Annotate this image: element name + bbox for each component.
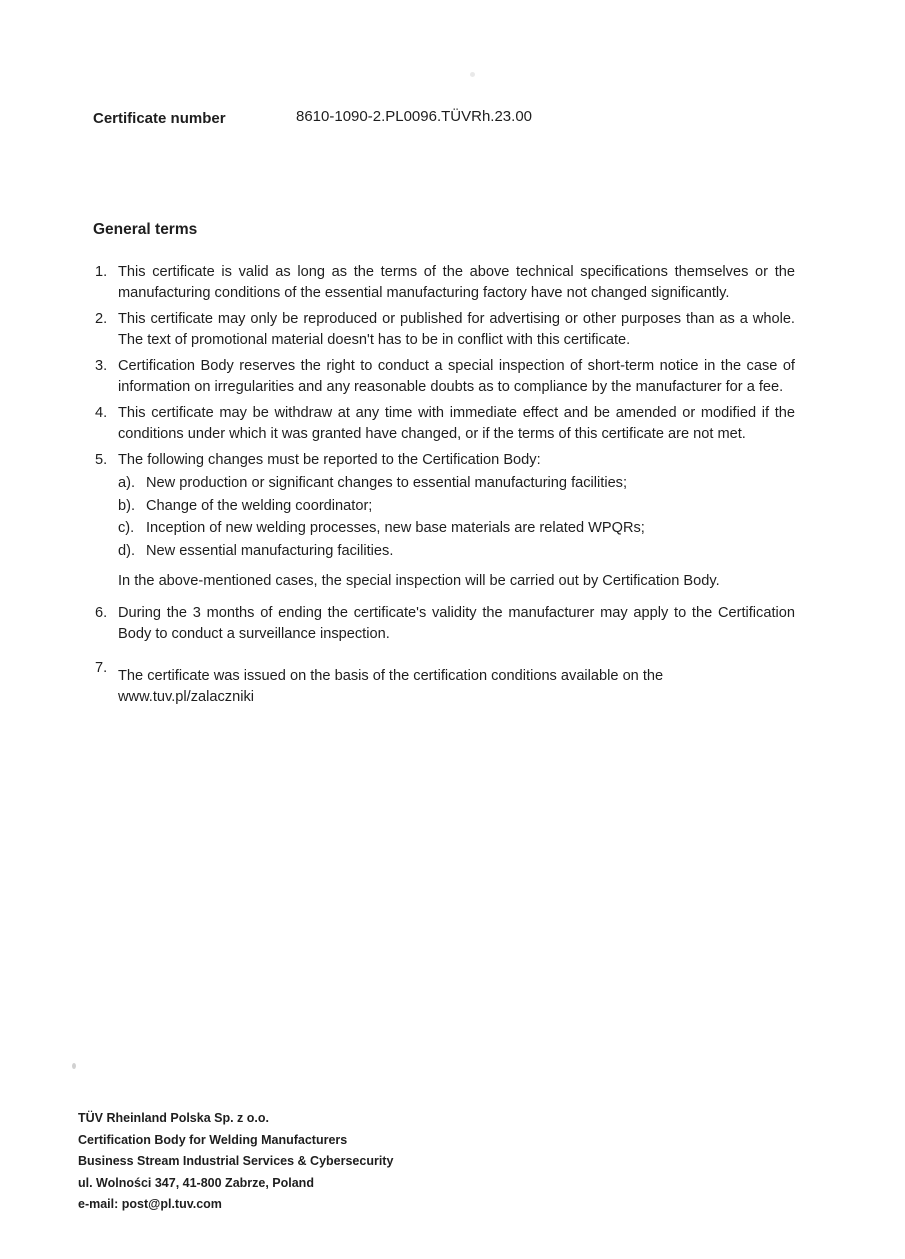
term-item-3 — [95, 356, 795, 398]
term-text: Certification Body reserves the right to conduct a special inspection of short-term notice in the case of information on irregularities and any reasonable doubts as to compliance by the manufacturer for a fee. — [118, 358, 795, 395]
scan-artifact-speck-left — [72, 1063, 76, 1069]
term-text: This certificate is valid as long as the terms of the above technical specifications themselves or the manufacturing conditions of the essential manufacturing factory have not changed significantly. — [118, 264, 795, 301]
term-text: The certificate was issued on the basis of the certification conditions available on the www.tuv.pl/zalaczniki — [118, 667, 664, 705]
subitem-letter: a). — [118, 475, 136, 491]
term-5-subitem-a — [118, 473, 795, 494]
term-text: During the 3 months of ending the certificate's validity the manufacturer may apply to the Certification Body to conduct a surveillance inspection. — [118, 604, 795, 642]
footer-address: ul. Wolności 347, 41-800 Zabrze, Poland — [78, 1175, 314, 1190]
term-number: 6. — [95, 604, 108, 621]
term-number: 4. — [95, 405, 108, 421]
certificate-number-value: 8610-1090-2.PL0096.TÜVRh.23.00 — [296, 108, 533, 125]
term-number: 3. — [95, 358, 108, 374]
term-5-subitem-c — [118, 518, 795, 539]
term-item-7 — [95, 658, 795, 705]
subitem-letter: b). — [118, 497, 136, 514]
term-text: The following changes must be reported to the Certification Body: — [118, 452, 541, 468]
term-5-subitem-b — [118, 496, 795, 517]
term-item-6 — [95, 603, 795, 645]
subitem-text: Inception of new welding processes, new base materials are related WPQRs; — [146, 520, 645, 536]
term-number: 7. — [95, 659, 108, 676]
subitem-text: Change of the welding coordinator; — [146, 497, 373, 514]
term-text: This certificate may be withdraw at any time with immediate effect and be amended or modified if the conditions under which it was granted have changed, or if the terms of this certificate are not met. — [118, 405, 795, 442]
subitem-letter: c). — [118, 520, 135, 536]
term-number: 5. — [95, 452, 108, 468]
subitem-text: New essential manufacturing facilities. — [146, 542, 394, 559]
footer — [78, 1108, 393, 1216]
footer-certification-body: Certification Body for Welding Manufacturers — [78, 1132, 348, 1147]
term-number: 1. — [95, 264, 108, 280]
term-5-subitem-d — [118, 541, 795, 562]
terms-list — [95, 262, 795, 705]
term-number: 2. — [95, 311, 108, 327]
term-item-5 — [95, 450, 795, 592]
term-5-note: In the above-mentioned cases, the special inspection will be carried out by Certification Body. — [118, 572, 720, 589]
footer-business-stream: Business Stream Industrial Services & Cybersecurity — [78, 1154, 394, 1168]
term-item-2 — [95, 309, 795, 351]
subitem-letter: d). — [118, 542, 136, 559]
subitem-text: New production or significant changes to essential manufacturing facilities; — [146, 475, 628, 491]
scan-artifact-speck-top — [470, 72, 475, 77]
term-item-4 — [95, 403, 795, 445]
certificate-number-label: Certificate number — [93, 110, 226, 127]
footer-company-name: TÜV Rheinland Polska Sp. z o.o. — [78, 1111, 269, 1125]
general-terms-heading: General terms — [93, 221, 198, 238]
term-item-1 — [95, 262, 795, 304]
footer-email: e-mail: post@pl.tuv.com — [78, 1197, 222, 1211]
term-5-sublist — [118, 473, 795, 562]
term-text: This certificate may only be reproduced or published for advertising or other purposes than as a whole. The text of promotional material doesn't has to be in conflict with this certificate. — [118, 311, 795, 348]
